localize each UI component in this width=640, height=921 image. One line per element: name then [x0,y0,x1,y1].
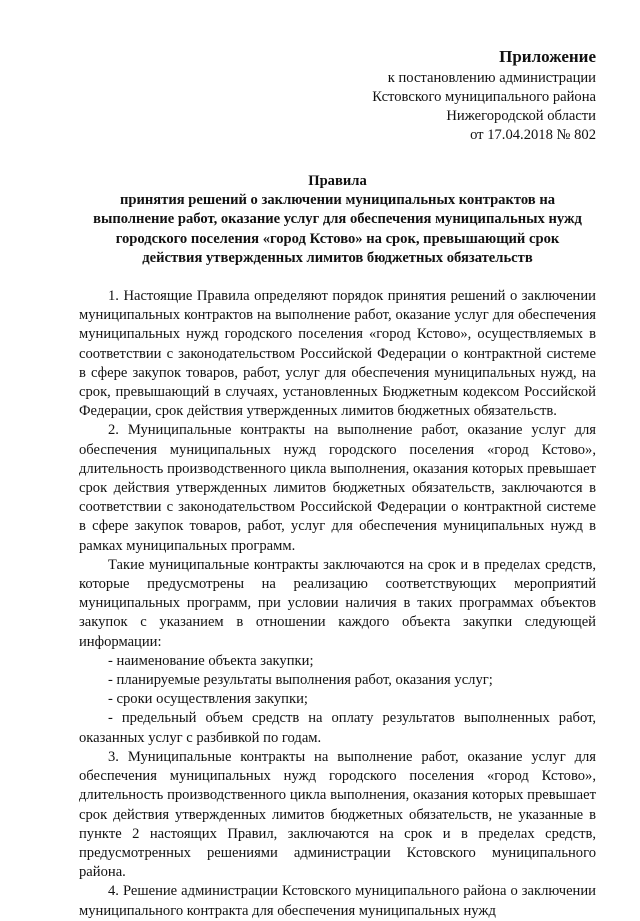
rules-header [79,172,596,268]
list-item: - планируемые результаты выполнения работ, оказания услуг; [108,672,493,689]
list-item: - сроки осуществления закупки; [108,691,308,708]
appendix-line: Нижегородской области [446,108,596,124]
rules-subtitle-line: выполнение работ, оказание услуг для обеспечения муниципальных нужд [93,211,582,228]
appendix-date-number: от 17.04.2018 № 802 [470,127,596,143]
appendix-line: к постановлению администрации [387,70,596,86]
paragraph-4: 4. Решение администрации Кстовского муниципального района о заключении муниципального контракта для обеспечения муниципальных нужд [79,883,596,919]
paragraph-2-continuation: Такие муниципальные контракты заключаются на срок и в пределах средств, которые предусмотрены на реализацию соответствующих мероприятий муниципальных программ, при условии наличия в таких программах объектов закупок с указанием в отношении каждого объекта закупки следующей информации: [79,556,596,650]
rules-title: Правила [308,173,367,189]
paragraph-2: 2. Муниципальные контракты на выполнение работ, оказание услуг для обеспечения муниципальных нужд городского поселения «город Кстово», длительность производственного цикла выполнения, оказания которых превышает срок действия утвержденных лимитов бюджетных обязательств, заключаются в соответствии с законодательством Российской Федерации о контрактной системе в сфере закупок товаров, работ, услуг для обеспечения муниципальных нужд в рамках муниципальных программ. [79,422,596,554]
rules-subtitle-line: городского поселения «город Кстово» на срок, превышающий срок [115,230,560,247]
appendix-line: Кстовского муниципального района [372,89,596,105]
rules-subtitle-line: принятия решений о заключении муниципальных контрактов на [119,192,556,209]
appendix-block [79,46,596,145]
paragraph-3: 3. Муниципальные контракты на выполнение работ, оказание услуг для обеспечения муниципальных нужд городского поселения «город Кстово», длительность производственного цикла выполнения, оказания которых превышает срок действия утвержденных лимитов бюджетных обязательств, не указанные в пункте 2 настоящих Правил, заключаются на срок и в пределах средств, предусмотренных решениями администрации Кстовского муниципального района. [79,748,596,881]
appendix-title: Приложение [499,47,596,66]
list-item: - предельный объем средств на оплату результатов выполненных работ, оказанных услуг с разбивкой по годам. [79,710,596,746]
list-item: - наименование объекта закупки; [108,652,314,669]
rules-subtitle-line: действия утвержденных лимитов бюджетных обязательств [142,249,533,266]
document-body [79,287,596,921]
paragraph-1: 1. Настоящие Правила определяют порядок принятия решений о заключении муниципальных контрактов на выполнение работ, оказание услуг для обеспечения муниципальных нужд городского поселения «город Кстово», осуществляемых в соответствии с законодательством Российской Федерации о контрактной системе в сфере закупок товаров, работ, услуг для обеспечения муниципальных нужд, на срок, превышающий в случаях, установленных Бюджетным кодексом Российской Федерации, срок действия утвержденных лимитов бюджетных обязательств. [79,288,596,420]
